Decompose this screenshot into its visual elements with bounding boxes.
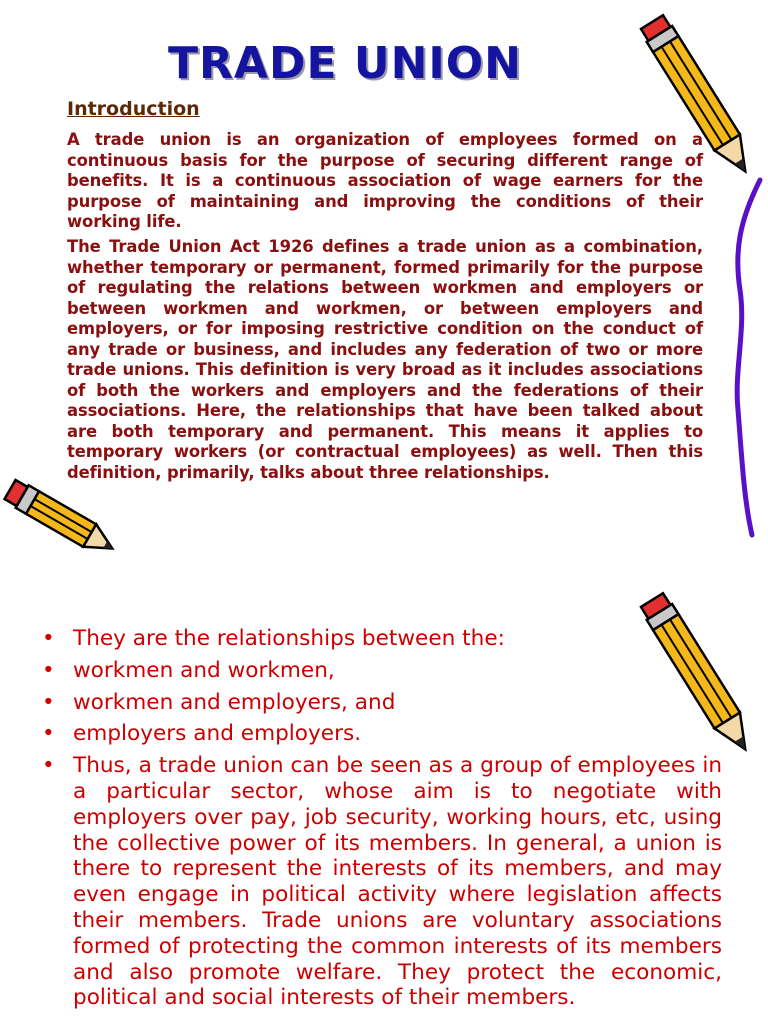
bullet-marker: •	[42, 753, 55, 779]
list-item	[42, 721, 722, 747]
bullet-text: workmen and employers, and	[73, 689, 396, 715]
list-item	[42, 753, 722, 1011]
bullet-marker: •	[42, 689, 55, 715]
paragraph-2: The Trade Union Act 1926 defines a trade union as a combination, whether temporary or permanent, formed primarily for the purpose of regulating the relations between workmen and employers or between workmen and workmen, or between employers and employers, or for imposing restrictive condition on the conduct of any trade or business, and includes any federation of two or more trade unions. This definition is very broad as it includes associations of both the workers and employers and the federations of their associations. Here, the relationships that have been talked about are both temporary and permanent. This means it applies to temporary workers (or contractual employees) as well. Then this definition, primarily, talks about three relationships.	[67, 237, 703, 482]
pencil-icon	[640, 2, 760, 192]
bullet-text: workmen and workmen,	[73, 657, 335, 683]
paragraph-1: A trade union is an organization of employees formed on a continuous basis for the purpose of securing different range of benefits. It is a continuous association of wage earners for the purpose of maintaining and improving the conditions of their working life.	[67, 130, 703, 231]
pencil-icon	[0, 478, 120, 560]
bullet-marker: •	[42, 626, 55, 651]
squiggle-line-icon	[730, 180, 768, 540]
list-item	[42, 658, 722, 684]
slide-2	[0, 560, 768, 1024]
bullet-text: They are the relationships between the:	[73, 626, 505, 651]
list-item	[42, 626, 722, 652]
bullet-list	[42, 626, 722, 1017]
section-heading: Introduction	[67, 98, 200, 120]
list-item	[42, 690, 722, 716]
bullet-text: Thus, a trade union can be seen as a group of employees in a particular sector, whose aim is to negotiate with employers over pay, job security, working hours, etc, using the collective power of its members. In general, a union is there to represent the interests of its members, and may even engage in political activity where legislation affects their members. Trade unions are voluntary associations formed of protecting the common interests of its members and also promote welfare. They protect the economic, political and social interests of their members.	[73, 753, 722, 1011]
bullet-marker: •	[42, 657, 55, 683]
bullet-marker: •	[42, 721, 55, 747]
slide-title: TRADE UNION	[168, 38, 522, 89]
bullet-text: employers and employers.	[73, 721, 362, 747]
